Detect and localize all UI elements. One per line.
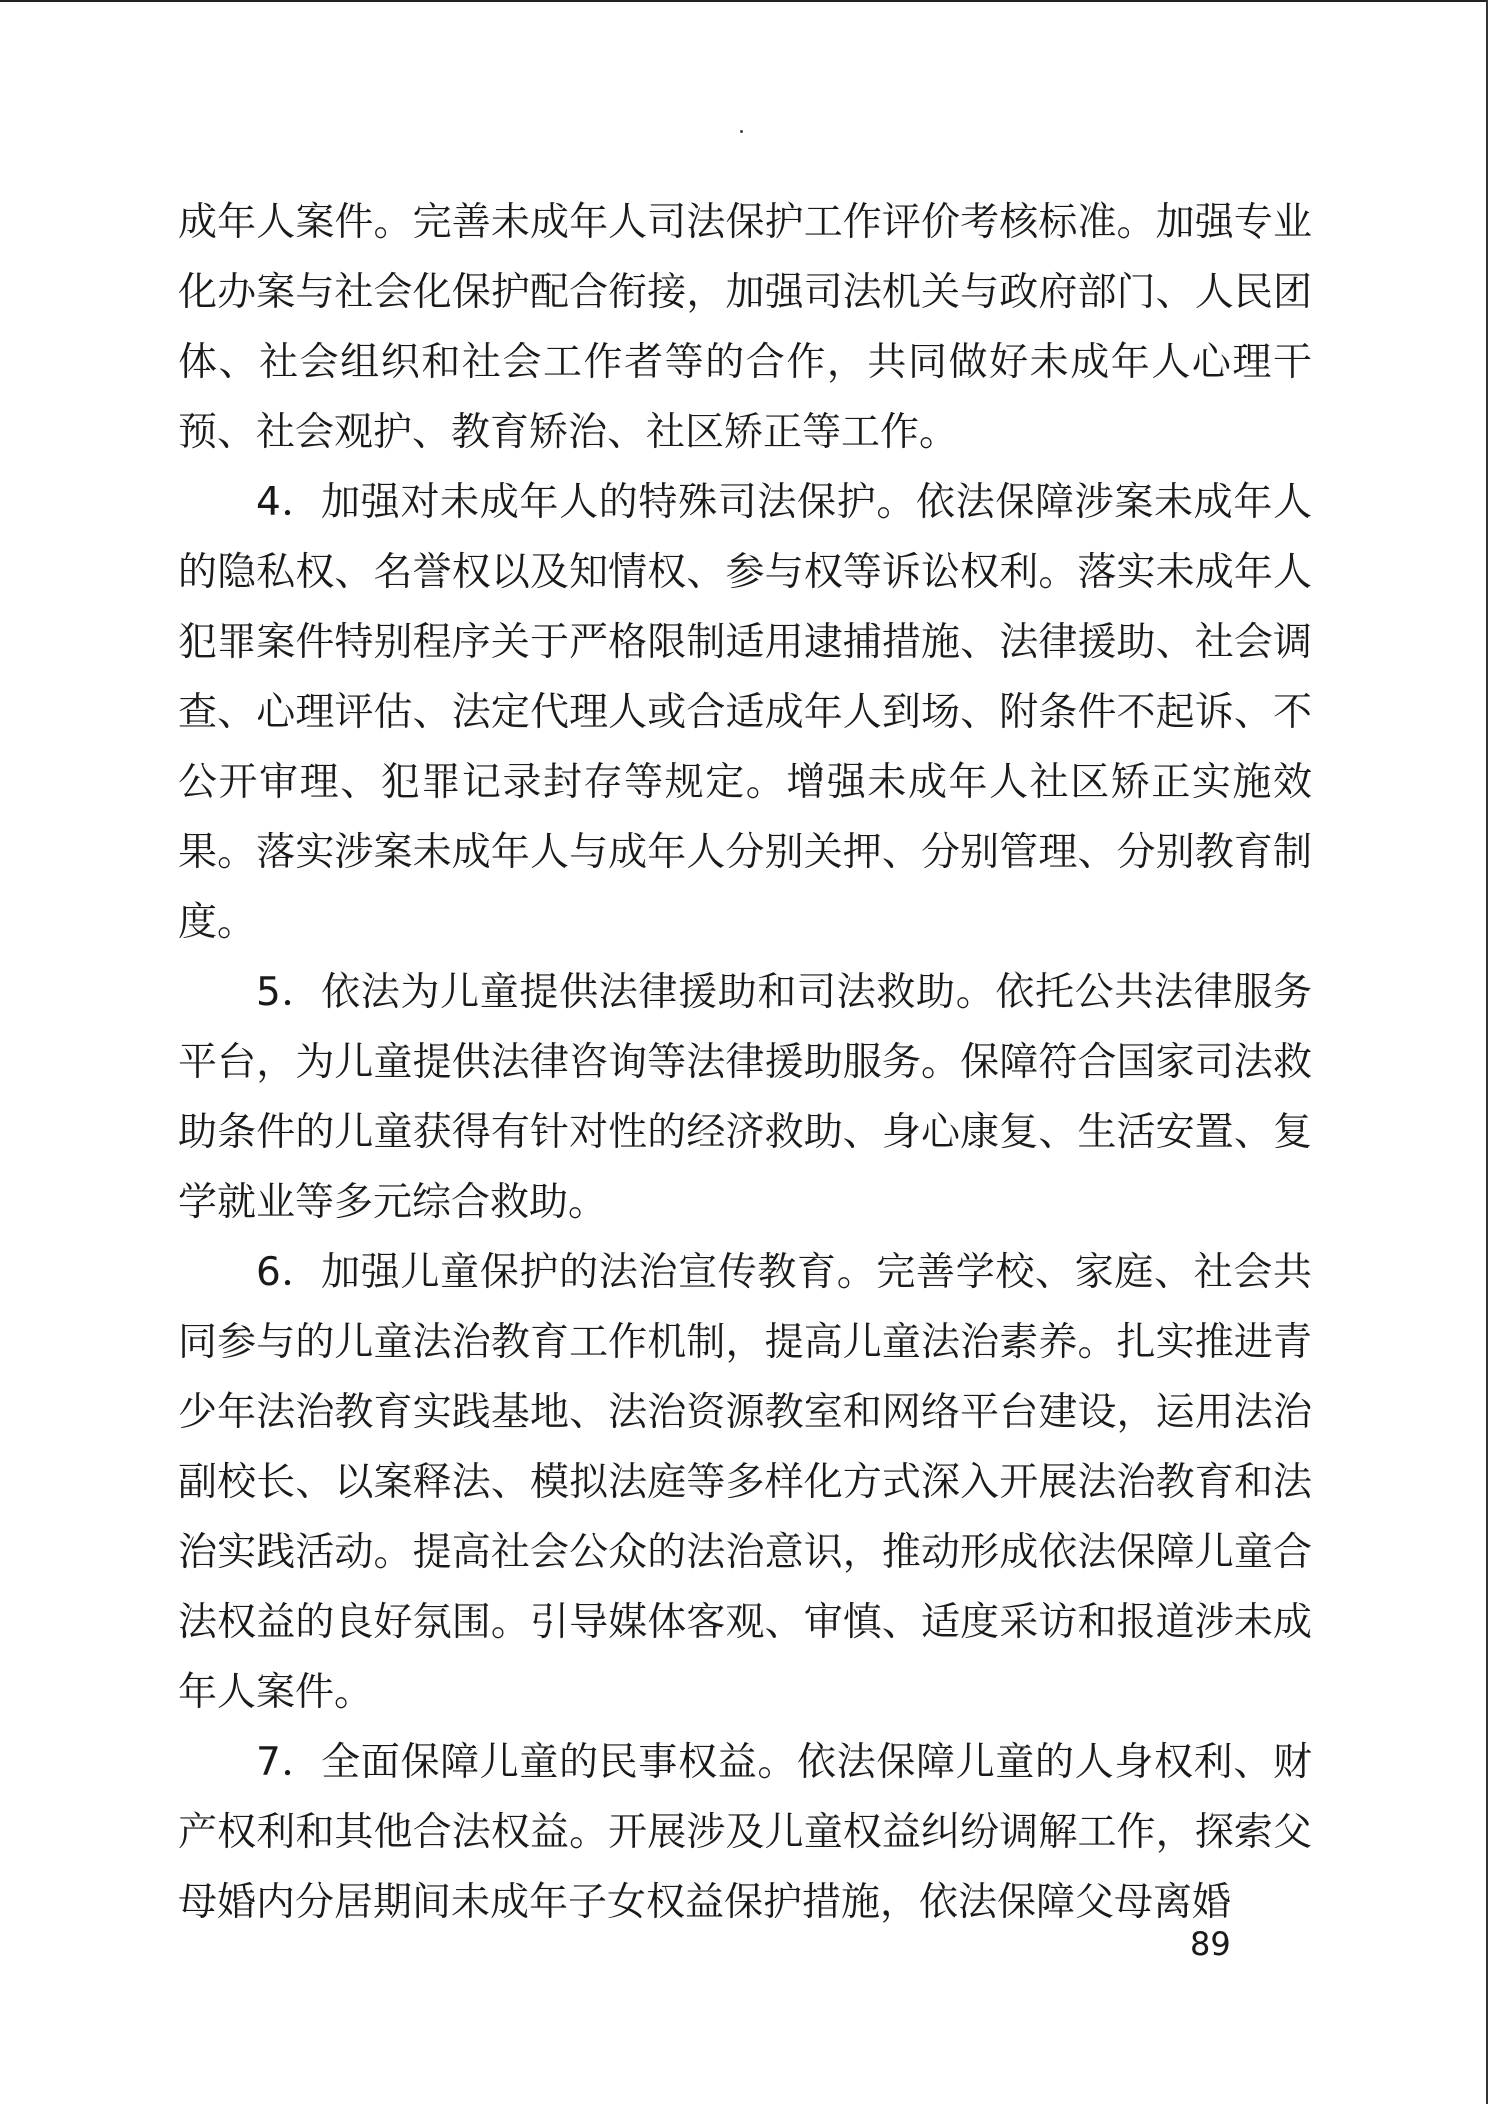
paragraph-item-7: 7．全面保障儿童的民事权益。依法保障儿童的人身权利、财产权利和其他合法权益。开展涉及儿童权益纠纷调解工作，探索父母婚内分居期间未成年子女权益保护措施，依法保障父母离婚 <box>178 1740 1312 1925</box>
paragraph-item-5: 5．依法为儿童提供法律援助和司法救助。依托公共法律服务平台，为儿童提供法律咨询等法律援助服务。保障符合国家司法救助条件的儿童获得有针对性的经济救助、身心康复、生活安置、复学就业等多元综合救助。 <box>178 970 1312 1225</box>
scan-speck <box>740 130 743 133</box>
page-number: 89 <box>1190 1925 1231 1963</box>
paragraph-item-4: 4．加强对未成年人的特殊司法保护。依法保障涉案未成年人的隐私权、名誉权以及知情权、参与权等诉讼权利。落实未成年人犯罪案件特别程序关于严格限制适用逮捕措施、法律援助、社会调查、心理评估、法定代理人或合适成年人到场、附条件不起诉、不公开审理、犯罪记录封存等规定。增强未成年人社区矫正实施效果。落实涉案未成年人与成年人分别关押、分别管理、分别教育制度。 <box>178 480 1312 945</box>
paragraph-continuation: 成年人案件。完善未成年人司法保护工作评价考核标准。加强专业化办案与社会化保护配合衔接，加强司法机关与政府部门、人民团体、社会组织和社会工作者等的合作，共同做好未成年人心理干预、社会观护、教育矫治、社区矫正等工作。 <box>178 200 1312 455</box>
paragraph-item-6: 6．加强儿童保护的法治宣传教育。完善学校、家庭、社会共同参与的儿童法治教育工作机制，提高儿童法治素养。扎实推进青少年法治教育实践基地、法治资源教室和网络平台建设，运用法治副校长、以案释法、模拟法庭等多样化方式深入开展法治教育和法治实践活动。提高社会公众的法治意识，推动形成依法保障儿童合法权益的良好氛围。引导媒体客观、审慎、适度采访和报道涉未成年人案件。 <box>178 1250 1312 1715</box>
top-border-line <box>0 0 1488 2</box>
body-text <box>178 188 1312 1938</box>
